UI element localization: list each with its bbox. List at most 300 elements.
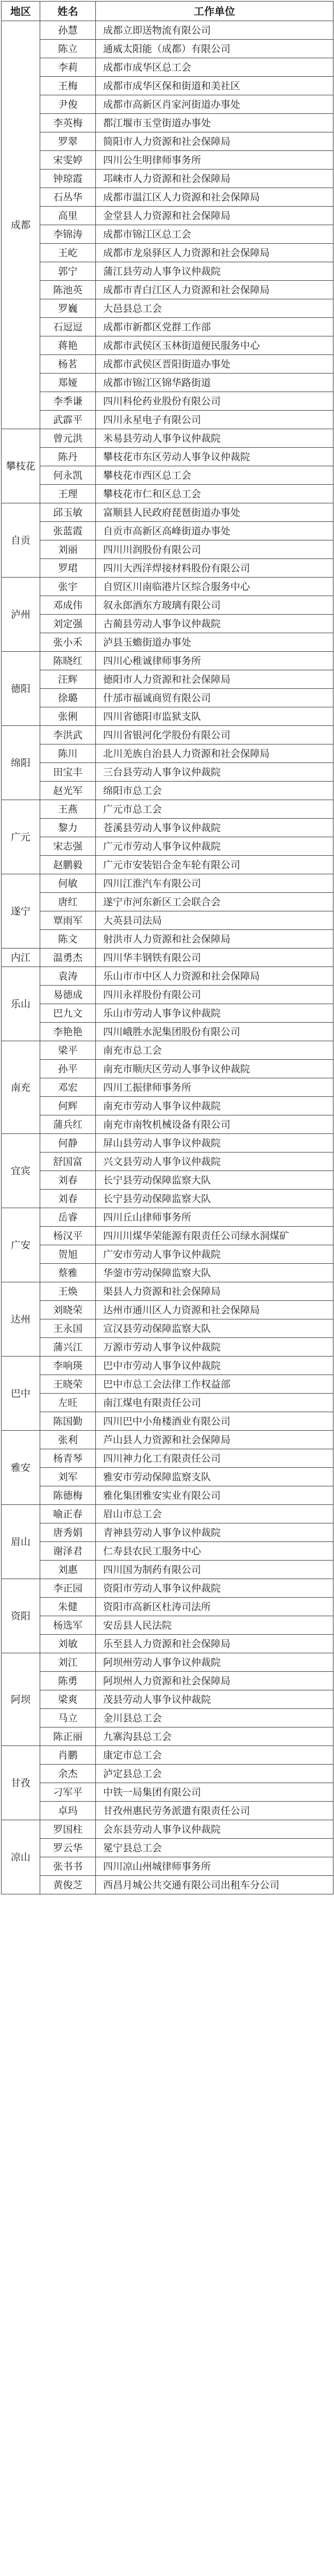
header-row [2,2,333,21]
unit-cell: 成都市武侯区玉林街道便民服务中心 [96,336,333,355]
unit-cell: 富顺县人民政府琵琶街道办事处 [96,503,333,522]
name-cell: 陈川 [40,744,96,763]
name-cell: 李响瑛 [40,1357,96,1375]
name-cell: 罗国柱 [40,1820,96,1839]
table-row [2,874,333,893]
unit-cell: 德阳市人力资源和社会保障局 [96,670,333,689]
table-row [2,1523,333,1542]
name-cell: 余杰 [40,1765,96,1783]
unit-cell: 大英县司法局 [96,911,333,930]
unit-cell: 古蔺县劳动人事争议仲裁院 [96,615,333,633]
table-row [2,374,333,392]
table-row [2,1357,333,1375]
table-row [2,763,333,782]
table-row [2,1468,333,1486]
region-cell: 德阳 [2,652,40,726]
unit-cell: 绵阳市总工会 [96,782,333,800]
name-cell: 蔡雅 [40,1264,96,1282]
table-row [2,1338,333,1357]
table-row [2,1635,333,1653]
name-cell: 朱健 [40,1598,96,1616]
name-cell: 易德成 [40,986,96,1004]
name-cell: 贺旭 [40,1245,96,1264]
unit-cell: 康定市总工会 [96,1746,333,1765]
name-cell: 赵鹏毅 [40,856,96,874]
name-cell: 唐红 [40,893,96,911]
table-row [2,522,333,540]
name-cell: 刘敏 [40,1635,96,1653]
name-cell: 宋雯婷 [40,151,96,170]
table-row [2,1802,333,1820]
unit-cell: 四川峨胜水泥集团股份有限公司 [96,1023,333,1041]
unit-cell: 金川县总工会 [96,1709,333,1727]
name-cell: 张宇 [40,578,96,596]
table-row [2,466,333,485]
unit-cell: 中铁一局集团有限公司 [96,1783,333,1802]
table-row [2,336,333,355]
table-row [2,281,333,299]
name-cell: 田宝丰 [40,763,96,782]
unit-cell: 三台县劳动人事争议仲裁院 [96,763,333,782]
table-row [2,1690,333,1709]
unit-cell: 雅化集团雅安实业有限公司 [96,1486,333,1505]
name-cell: 何永凯 [40,466,96,485]
name-cell: 舒国富 [40,1153,96,1171]
name-cell: 石丛华 [40,188,96,207]
name-cell: 刁军平 [40,1783,96,1802]
name-cell: 王燕 [40,800,96,819]
unit-cell: 青神县劳动人事争议仲裁院 [96,1523,333,1542]
table-row [2,1245,333,1264]
unit-cell: 四川永星电子有限公司 [96,411,333,429]
unit-cell: 安岳县人民法院 [96,1616,333,1635]
name-cell: 李艳艳 [40,1023,96,1041]
unit-cell: 达州市通川区人力资源和社会保障局 [96,1301,333,1319]
unit-cell: 四川川煤华荣能源有限责任公司绿水洞煤矿 [96,1227,333,1245]
name-cell: 何静 [40,1134,96,1153]
table-row [2,1431,333,1449]
name-cell: 何辉 [40,1097,96,1115]
unit-cell: 都江堰市玉堂街道办事处 [96,114,333,132]
table-row [2,485,333,503]
table-row [2,1746,333,1765]
table-row [2,21,333,40]
table-row [2,726,333,744]
name-cell: 卓玛 [40,1802,96,1820]
name-cell: 张小禾 [40,633,96,652]
table-row [2,429,333,448]
name-cell: 罗珺 [40,559,96,578]
table-row [2,633,333,652]
name-cell: 张书书 [40,1857,96,1876]
unit-cell: 茂县劳动人事争议仲裁院 [96,1690,333,1709]
unit-cell: 四川华丰钢铁有限公司 [96,948,333,967]
roster-document [1,1,333,1894]
unit-cell: 成都市成华区总工会 [96,58,333,77]
table-row [2,837,333,856]
table-row [2,540,333,559]
unit-cell: 简阳市人力资源和社会保障局 [96,132,333,151]
name-cell: 王理 [40,485,96,503]
name-cell: 巴九文 [40,1004,96,1023]
unit-cell: 广元市劳动人事争议仲裁院 [96,837,333,856]
unit-cell: 四川公生明律师事务所 [96,151,333,170]
unit-cell: 会东县劳动人事争议仲裁院 [96,1820,333,1839]
name-cell: 肖鹏 [40,1746,96,1765]
unit-cell: 叙永郎酒东方玻璃有限公司 [96,596,333,615]
table-row [2,1208,333,1227]
table-row [2,225,333,244]
region-cell: 攀枝花 [2,429,40,503]
region-cell: 成都 [2,21,40,429]
unit-cell: 什邡市福诚商贸有限公司 [96,689,333,707]
table-row [2,1876,333,1894]
table-row [2,411,333,429]
unit-cell: 成都市成华区保和街道和美社区 [96,77,333,95]
name-cell: 蒲兴江 [40,1338,96,1357]
unit-cell: 南充市南牧机械设备有限公司 [96,1115,333,1134]
region-cell: 眉山 [2,1505,40,1579]
name-cell: 谢泽君 [40,1542,96,1561]
table-row [2,207,333,225]
name-cell: 罗云华 [40,1839,96,1857]
unit-cell: 四川永祥股份有限公司 [96,986,333,1004]
name-cell: 张利 [40,1431,96,1449]
table-row [2,1839,333,1857]
unit-cell: 四川科伦药业股份有限公司 [96,392,333,411]
table-row [2,893,333,911]
unit-cell: 成都市武侯区晋阳街道办事处 [96,355,333,374]
unit-cell: 芦山县人力资源和社会保障局 [96,1431,333,1449]
unit-cell: 长宁县劳动保障监察大队 [96,1171,333,1190]
region-cell: 内江 [2,948,40,967]
name-cell: 喻正春 [40,1505,96,1523]
table-row [2,1765,333,1783]
name-cell: 刘定强 [40,615,96,633]
unit-cell: 通威太阳能（成都）有限公司 [96,40,333,58]
table-row [2,244,333,262]
table-row [2,1227,333,1245]
name-cell: 钟琼霞 [40,170,96,188]
unit-cell: 阿坝州人力资源和社会保障局 [96,1672,333,1690]
roster-table [1,1,333,1894]
unit-cell: 成都立即送物流有限公司 [96,21,333,40]
table-row [2,596,333,615]
table-row [2,707,333,726]
table-row [2,1783,333,1802]
table-row [2,1134,333,1153]
region-cell: 遂宁 [2,874,40,948]
table-row [2,1616,333,1635]
table-row [2,1579,333,1598]
name-cell: 覃雨军 [40,911,96,930]
unit-cell: 资阳市劳动人事争议仲裁院 [96,1579,333,1598]
name-cell: 刘晓荣 [40,1301,96,1319]
unit-cell: 九寨沟县总工会 [96,1727,333,1746]
unit-cell: 长宁县劳动保障监察大队 [96,1190,333,1208]
table-row [2,170,333,188]
name-cell: 蒲兵红 [40,1115,96,1134]
name-cell: 罗翠 [40,132,96,151]
table-row [2,1672,333,1690]
unit-cell: 自贡市高新区高峰街道办事处 [96,522,333,540]
unit-cell: 四川巴中小角楼酒业有限公司 [96,1412,333,1431]
unit-cell: 雅安市劳动保障监察支队 [96,1468,333,1486]
name-cell: 杨选军 [40,1616,96,1635]
name-cell: 黄俊芝 [40,1876,96,1894]
table-row [2,1820,333,1839]
name-cell: 王梅 [40,77,96,95]
table-row [2,1709,333,1727]
table-row [2,1004,333,1023]
table-row [2,1115,333,1134]
name-cell: 李莉 [40,58,96,77]
region-cell: 资阳 [2,1579,40,1653]
name-cell: 梁平 [40,1041,96,1060]
table-row [2,1060,333,1078]
unit-cell: 四川大西洋焊接材料股份有限公司 [96,559,333,578]
name-cell: 邓宏 [40,1078,96,1097]
unit-cell: 米易县劳动人事争议仲裁院 [96,429,333,448]
table-row [2,1449,333,1468]
unit-cell: 广元市总工会 [96,800,333,819]
table-row [2,615,333,633]
region-cell: 达州 [2,1282,40,1357]
unit-cell: 成都市新都区党群工作部 [96,318,333,336]
unit-cell: 宣汉县劳动保障监察大队 [96,1319,333,1338]
table-row [2,318,333,336]
name-cell: 王晓荣 [40,1375,96,1394]
table-row [2,1041,333,1060]
region-cell: 甘孜 [2,1746,40,1820]
table-row [2,948,333,967]
unit-cell: 南江煤电有限责任公司 [96,1394,333,1412]
unit-cell: 金堂县人力资源和社会保障局 [96,207,333,225]
unit-cell: 广元市安装铝合金车轮有限公司 [96,856,333,874]
table-row [2,1486,333,1505]
unit-cell: 南充市总工会 [96,1041,333,1060]
name-cell: 汪辉 [40,670,96,689]
table-row [2,1561,333,1579]
table-row [2,670,333,689]
name-cell: 左旺 [40,1394,96,1412]
table-row [2,1505,333,1523]
unit-cell: 乐山市市中区人力资源和社会保障局 [96,967,333,986]
name-cell: 岳睿 [40,1208,96,1227]
table-row [2,1301,333,1319]
table-row [2,355,333,374]
table-row [2,77,333,95]
table-row [2,1264,333,1282]
name-cell: 邓成伟 [40,596,96,615]
name-cell: 陈德梅 [40,1486,96,1505]
table-row [2,151,333,170]
name-cell: 李英梅 [40,114,96,132]
unit-cell: 渠县人力资源和社会保障局 [96,1282,333,1301]
region-cell: 自贡 [2,503,40,578]
name-cell: 陈国勤 [40,1412,96,1431]
unit-cell: 蒲江县劳动人事争议仲裁院 [96,262,333,281]
table-row [2,1023,333,1041]
name-cell: 孙慧 [40,21,96,40]
unit-cell: 乐至县人力资源和社会保障局 [96,1635,333,1653]
name-cell: 刘惠 [40,1561,96,1579]
unit-cell: 邛崃市人力资源和社会保障局 [96,170,333,188]
unit-cell: 成都市锦江区锦华路街道 [96,374,333,392]
name-cell: 罗巍 [40,299,96,318]
unit-cell: 成都市高新区肖家河街道办事处 [96,95,333,114]
name-cell: 张蓝霞 [40,522,96,540]
table-row [2,1097,333,1115]
name-cell: 李季谦 [40,392,96,411]
unit-cell: 仁寿县农民工服务中心 [96,1542,333,1561]
name-cell: 陈晓红 [40,652,96,670]
name-cell: 宋志强 [40,837,96,856]
unit-cell: 四川省银河化学股份有限公司 [96,726,333,744]
unit-cell: 泸县玉蟾街道办事处 [96,633,333,652]
table-row [2,1078,333,1097]
unit-cell: 四川心稚诚律师事务所 [96,652,333,670]
unit-cell: 乐山市劳动人事争议仲裁院 [96,1004,333,1023]
name-cell: 马立 [40,1709,96,1727]
name-cell: 武霹平 [40,411,96,429]
unit-cell: 北川羌族自治县人力资源和社会保障局 [96,744,333,763]
table-row [2,1282,333,1301]
name-cell: 李正园 [40,1579,96,1598]
table-row [2,58,333,77]
name-cell: 陈文 [40,930,96,948]
table-row [2,559,333,578]
name-cell: 刘春 [40,1171,96,1190]
name-cell: 邱玉敏 [40,503,96,522]
table-row [2,689,333,707]
name-cell: 刘丽 [40,540,96,559]
name-cell: 陈正丽 [40,1727,96,1746]
unit-cell: 华蓥市劳动保障监察大队 [96,1264,333,1282]
table-row [2,1653,333,1672]
unit-cell: 四川省德阳市监狱支队 [96,707,333,726]
name-cell: 陈丹 [40,448,96,466]
region-cell: 乐山 [2,967,40,1041]
unit-cell: 四川工振律师事务所 [96,1078,333,1097]
unit-cell: 南充市顺庆区劳动人事争议仲裁院 [96,1060,333,1078]
unit-cell: 成都市青白江区人力资源和社会保障局 [96,281,333,299]
unit-cell: 攀枝花市东区劳动人事争议仲裁院 [96,448,333,466]
unit-cell: 自贸区川南临港片区综合服务中心 [96,578,333,596]
unit-cell: 遂宁市河东新区工会联合会 [96,893,333,911]
table-row [2,40,333,58]
table-row [2,1375,333,1394]
name-cell: 杨青琴 [40,1449,96,1468]
table-row [2,744,333,763]
name-cell: 陈立 [40,40,96,58]
name-cell: 孙平 [40,1060,96,1078]
unit-cell: 四川川润股份有限公司 [96,540,333,559]
table-row [2,188,333,207]
table-row [2,1598,333,1616]
unit-cell: 阿坝州劳动人事争议仲裁院 [96,1653,333,1672]
unit-cell: 四川国为制药有限公司 [96,1561,333,1579]
unit-cell: 四川江淮汽车有限公司 [96,874,333,893]
table-row [2,1542,333,1561]
header-unit: 工作单位 [96,2,333,21]
name-cell: 唐秀娟 [40,1523,96,1542]
unit-cell: 巴中市劳动人事争议仲裁院 [96,1357,333,1375]
table-row [2,392,333,411]
table-body [2,21,333,1894]
table-row [2,503,333,522]
name-cell: 赵光军 [40,782,96,800]
unit-cell: 四川神力化工有限责任公司 [96,1449,333,1468]
name-cell: 杨茗 [40,355,96,374]
header-name: 姓名 [40,2,96,21]
unit-cell: 西昌月城公共交通有限公司出租车分公司 [96,1876,333,1894]
table-row [2,800,333,819]
unit-cell: 成都市龙泉驿区人力资源和社会保障局 [96,244,333,262]
unit-cell: 泸定县总工会 [96,1765,333,1783]
region-cell: 宜宾 [2,1134,40,1208]
region-cell: 泸州 [2,578,40,652]
name-cell: 王屹 [40,244,96,262]
unit-cell: 射洪市人力资源和社会保障局 [96,930,333,948]
table-row [2,652,333,670]
table-row [2,1319,333,1338]
region-cell: 广元 [2,800,40,874]
unit-cell: 万源市劳动人事争议仲裁院 [96,1338,333,1357]
table-row [2,448,333,466]
unit-cell: 广安市劳动人事争议仲裁院 [96,1245,333,1264]
region-cell: 凉山 [2,1820,40,1894]
table-row [2,1153,333,1171]
name-cell: 尹俊 [40,95,96,114]
unit-cell: 苍溪县劳动人事争议仲裁院 [96,819,333,837]
name-cell: 黎力 [40,819,96,837]
name-cell: 高里 [40,207,96,225]
name-cell: 刘江 [40,1653,96,1672]
name-cell: 杨汉平 [40,1227,96,1245]
table-header [2,2,333,21]
unit-cell: 攀枝花市西区总工会 [96,466,333,485]
unit-cell: 眉山市总工会 [96,1505,333,1523]
table-row [2,1171,333,1190]
table-row [2,132,333,151]
name-cell: 陈池英 [40,281,96,299]
region-cell: 巴中 [2,1357,40,1431]
table-row [2,1190,333,1208]
name-cell: 陈勇 [40,1672,96,1690]
name-cell: 何敏 [40,874,96,893]
name-cell: 袁涛 [40,967,96,986]
name-cell: 温勇杰 [40,948,96,967]
table-row [2,911,333,930]
name-cell: 石逗逗 [40,318,96,336]
table-row [2,986,333,1004]
name-cell: 徐璐 [40,689,96,707]
name-cell: 梁爽 [40,1690,96,1709]
unit-cell: 冕宁县总工会 [96,1839,333,1857]
region-cell: 雅安 [2,1431,40,1505]
table-row [2,1394,333,1412]
table-row [2,856,333,874]
unit-cell: 屏山县劳动人事争议仲裁院 [96,1134,333,1153]
table-row [2,930,333,948]
table-row [2,967,333,986]
unit-cell: 四川凉山州城律师事务所 [96,1857,333,1876]
table-row [2,1727,333,1746]
region-cell: 阿坝 [2,1653,40,1746]
unit-cell: 四川丘山律师事务所 [96,1208,333,1227]
header-region: 地区 [2,2,40,21]
